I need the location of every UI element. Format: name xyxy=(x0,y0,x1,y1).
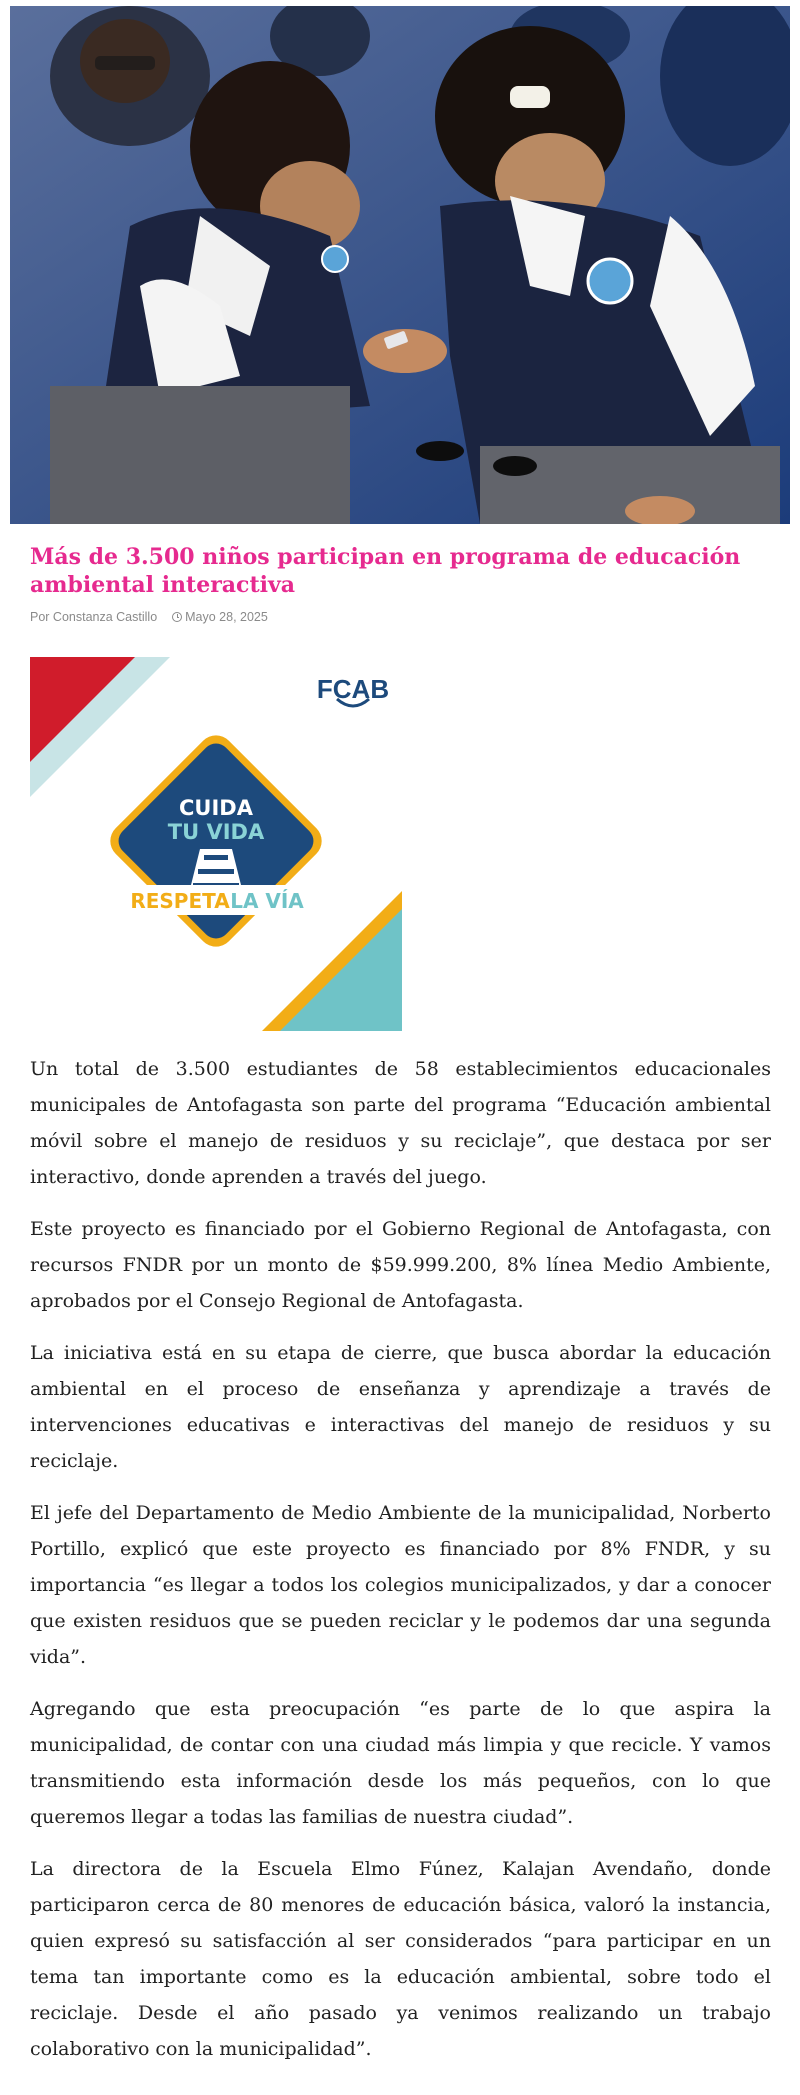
author-link[interactable]: Por Constanza Castillo xyxy=(30,610,158,624)
fcab-logo: FCAB xyxy=(316,674,390,704)
banner-line3b: LA VÍA xyxy=(230,889,304,913)
article-meta xyxy=(30,610,268,624)
publish-date: Mayo 28, 2025 xyxy=(185,610,268,624)
banner-line1: CUIDA xyxy=(179,796,253,820)
banner-line3a: RESPETA xyxy=(130,889,230,913)
article-paragraph: El jefe del Departamento de Medio Ambiente de la municipalidad, Norberto Portillo, explicó que este proyecto es financiado por 8% FNDR, y su importancia “es llegar a todos los colegios municipalizados, y dar a conocer que existen residuos que se pueden reciclar y le podemos dar una segunda vida”. xyxy=(30,1502,771,1668)
article-paragraph: Agregando que esta preocupación “es parte de lo que aspira la municipalidad, de contar con una ciudad más limpia y que recicle. Y vamos transmitiendo esta información desde los más pequeños, con lo que queremos llegar a todas las familias de nuestra ciudad”. xyxy=(30,1698,771,1828)
article-paragraph: Este proyecto es financiado por el Gobierno Regional de Antofagasta, con recursos FNDR por un monto de $59.999.200, 8% línea Medio Ambiente, aprobados por el Consejo Regional de Antofagasta. xyxy=(30,1218,771,1312)
article-paragraph: La iniciativa está en su etapa de cierre, que busca abordar la educación ambiental en el proceso de enseñanza y aprendizaje a través de intervenciones educativas e interactivas del manejo de residuos y su reciclaje. xyxy=(30,1342,771,1472)
banner-line2: TU VIDA xyxy=(167,820,265,844)
article-body xyxy=(30,1051,771,2083)
hero-image xyxy=(10,6,790,524)
article-paragraph: Un total de 3.500 estudiantes de 58 establecimientos educacionales municipales de Antofagasta son parte del programa “Educación ambiental móvil sobre el manejo de residuos y su reciclaje”, que destaca por ser interactivo, donde aprenden a través del juego. xyxy=(30,1058,771,1188)
article-title[interactable]: Más de 3.500 niños participan en programa de educación ambiental interactiva xyxy=(30,544,741,598)
campaign-banner xyxy=(30,657,402,1031)
clock-icon xyxy=(172,612,182,622)
article-paragraph: La directora de la Escuela Elmo Fúnez, Kalajan Avendaño, donde participaron cerca de 80 menores de educación básica, valoró la instancia, quien expresó su satisfacción al ser considerados “para participar en un tema tan importante como es la educación ambiental, sobre todo el reciclaje. Desde el año pasado ya venimos realizando un trabajo colaborativo con la municipalidad”. xyxy=(30,1858,771,2060)
